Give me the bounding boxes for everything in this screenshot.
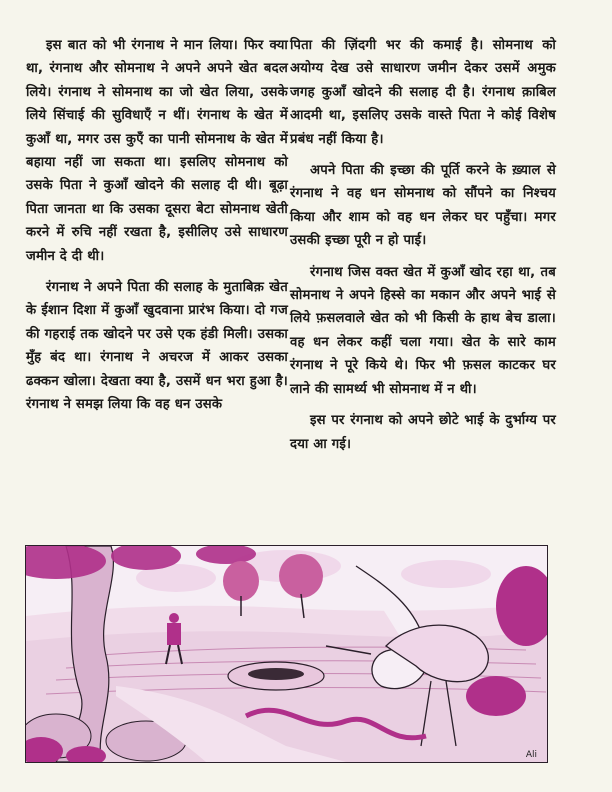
pot <box>248 668 304 680</box>
text-column-right <box>290 34 556 456</box>
paragraph: अपने पिता की इच्छा की पूर्ति करने के ख़्याल से रंगनाथ ने वह धन सोमनाथ को सौंपने का निश्चय किया और शाम को वह धन लेकर घर पहुँचा। मगर उसकी इच्छा पूरी न हो पाई। <box>290 163 556 249</box>
paragraph: इस बात को भी रंगनाथ ने मान लिया। फिर क्या था, रंगनाथ और सोमनाथ ने अपने अपने खेत बदल लिये। रंगनाथ ने सोमनाथ का जो खेत लिया, उसके लिये सिंचाई की सुविधाएँ न थीं। रंगनाथ के खेत में कुआँ था, मगर उस कुएँ का पानी सोमनाथ के खेत में बहाया नहीं जा सकता था। इसलिए सोमनाथ को उसके पिता ने कुआँ खोदने की सलाह दी थी। बूढ़ा पिता जानता था कि उसका दूसरा बेटा सोमनाथ खेती करने में रुचि नहीं रखता है, इसीलिए उसे साधारण जमीन दे दी थी। <box>26 38 288 264</box>
text-column-left <box>26 34 288 417</box>
story-illustration <box>25 545 548 763</box>
paragraph: पिता की ज़िंदगी भर की कमाई है। सोमनाथ को अयोग्य देख उसे साधारण जमीन देकर उसमें अमुक जगह कुआँ खोदने की सलाह दी है। रंगनाथ क़ाबिल आदमी था, इसलिए उसके वास्ते पिता ने कोई विशेष प्रबंध नहीं किया है। <box>290 38 556 147</box>
paragraph: रंगनाथ ने अपने पिता की सलाह के मुताबिक़ खेत के ईशान दिशा में कुआँ खुदवाना प्रारंभ किया। दो गज की गहराई तक खोदने पर उसे एक हंडी मिली। उसका मुँह बंद था। रंगनाथ ने अचरज में आकर उसका ढक्कन खोला। देखता क्या है, उसमें धन भरा हुआ है। रंगनाथ ने समझ लिया कि वह धन उसके <box>26 280 288 413</box>
artist-signature: Ali <box>525 750 537 760</box>
illustration-scene <box>26 546 547 762</box>
paragraph: इस पर रंगनाथ को अपने छोटे भाई के दुर्भाग्य पर दया आ गई। <box>290 413 556 452</box>
paragraph: रंगनाथ जिस वक्त खेत में कुआँ खोद रहा था, तब सोमनाथ ने अपने हिस्से का मकान और अपने भाई से लिये फ़सलवाले खेत को भी किसी के हाथ बेच डाला। वह धन लेकर कहीं चला गया। खेत के सारे काम रंगनाथ ने पूरे किये थे। फिर भी फ़सल काटकर घर लाने की सामर्थ्य भी सोमनाथ में न थी। <box>290 264 556 397</box>
